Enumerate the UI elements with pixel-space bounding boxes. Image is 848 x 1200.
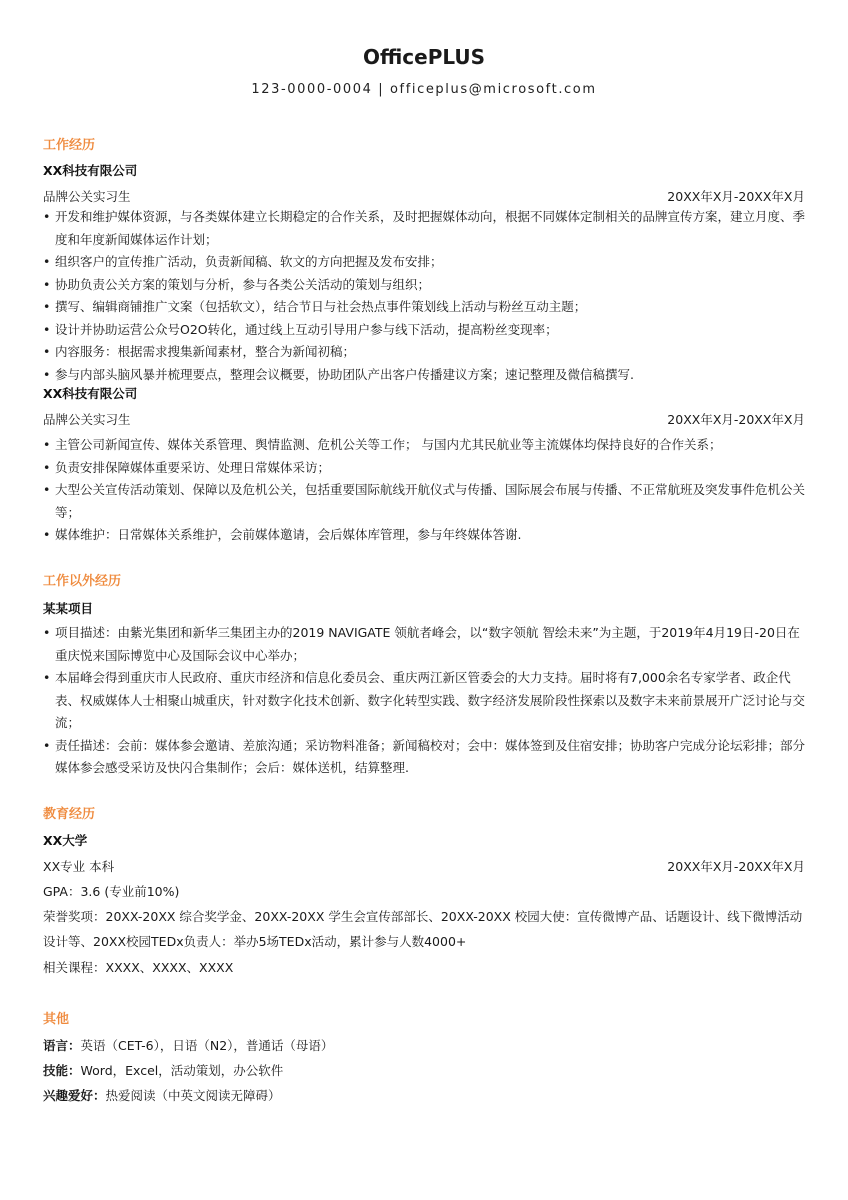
hobbies-value: 热爱阅读（中英文阅读无障碍） [105,1088,281,1103]
skills-row [43,1062,283,1080]
list-item: • 协助负责公关方案的策划与分析，参与各类公关活动的策划与组织； [43,274,805,297]
job-title: 品牌公关实习生 [43,412,131,427]
section-title-work: 工作经历 [43,138,96,153]
hobbies-label: 兴趣爱好： [43,1088,106,1103]
gpa: GPA：3.6 (专业前10%) [43,884,180,899]
education-date: 20XX年X月-20XX年X月 [667,859,805,874]
job-title: 品牌公关实习生 [43,189,131,204]
job-bullets [43,206,805,386]
job-row [43,411,805,429]
courses: 相关课程：XXXX、XXXX、XXXX [43,960,234,975]
list-item: • 开发和维护媒体资源，与各类媒体建立长期稳定的合作关系，及时把握媒体动向，根据不同媒体定制相关的品牌宣传方案，建立月度、季度和年度新闻媒体运作计划； [43,206,805,251]
section-title-extra: 工作以外经历 [43,574,122,589]
language-value: 英语（CET-6），日语（N2），普通话（母语） [80,1038,334,1053]
list-item: • 主管公司新闻宣传、媒体关系管理、舆情监测、危机公关等工作； 与国内尤其民航业等主流媒体均保持良好的合作关系； [43,434,805,457]
job-date: 20XX年X月-20XX年X月 [667,412,805,427]
major-degree: XX专业 本科 [43,859,115,874]
list-item: • 项目描述：由紫光集团和新华三集团主办的2019 NAVIGATE 领航者峰会，以“数字领航 智绘未来”为主题，于2019年4月19日-20日在重庆悦来国际博览中心及国际会议中心举办； [43,622,805,667]
job-row [43,188,805,206]
list-item: • 组织客户的宣传推广活动，负责新闻稿、软文的方向把握及发布安排； [43,251,805,274]
list-item: • 媒体维护：日常媒体关系维护，会前媒体邀请，会后媒体库管理，参与年终媒体答谢. [43,524,805,547]
language-row [43,1037,333,1055]
company-name: XX科技有限公司 [43,163,138,178]
list-item: • 设计并协助运营公众号O2O转化，通过线上互动引导用户参与线下活动，提高粉丝变现率； [43,319,805,342]
degree-row [43,858,805,876]
list-item: • 参与内部头脑风暴并梳理要点，整理会议概要，协助团队产出客户传播建议方案；速记整理及微信稿撰写. [43,364,805,387]
skills-value: Word，Excel，活动策划，办公软件 [80,1063,284,1078]
list-item: • 撰写、编辑商铺推广文案（包括软文），结合节日与社会热点事件策划线上活动与粉丝互动主题； [43,296,805,319]
company-name: XX科技有限公司 [43,386,138,401]
candidate-name: OfficePLUS [362,45,486,69]
language-label: 语言： [43,1038,81,1053]
hobbies-row [43,1087,281,1105]
section-title-education: 教育经历 [43,807,96,822]
job-bullets [43,434,805,547]
list-item: • 责任描述：会前：媒体参会邀请、差旅沟通；采访物料准备；新闻稿校对；会中：媒体签到及住宿安排；协助客户完成分论坛彩排；部分媒体参会感受采访及快闪合集制作；会后：媒体送机，结算整理. [43,735,805,780]
section-title-other: 其他 [43,1012,70,1027]
contact-info: 123-0000-0004 | officeplus@microsoft.com [251,82,597,97]
project-name: 某某项目 [43,601,94,616]
list-item: • 内容服务：根据需求搜集新闻素材，整合为新闻初稿； [43,341,805,364]
list-item: • 负责安排保障媒体重要采访、处理日常媒体采访； [43,457,805,480]
skills-label: 技能： [43,1063,81,1078]
honors: 荣誉奖项：20XX-20XX 综合奖学金、20XX-20XX 学生会宣传部部长、20XX-20XX 校园大使：宣传微博产品、话题设计、线下微博活动设计等、20XX校园TEDx负责人：举办5场TEDx活动，累计参与人数4000+ [43,909,803,949]
school-name: XX大学 [43,833,88,848]
list-item: • 大型公关宣传活动策划、保障以及危机公关，包括重要国际航线开航仪式与传播、国际展会布展与传播、不正常航班及突发事件危机公关等； [43,479,805,524]
project-bullets [43,622,805,780]
job-date: 20XX年X月-20XX年X月 [667,189,805,204]
list-item: • 本届峰会得到重庆市人民政府、重庆市经济和信息化委员会、重庆两江新区管委会的大力支持。届时将有7,000余名专家学者、政企代表、权威媒体人士相聚山城重庆，针对数字化技术创新、数字化转型实践、数字经济发展阶段性探索以及数字未来前景展开广泛讨论与交流； [43,667,805,735]
